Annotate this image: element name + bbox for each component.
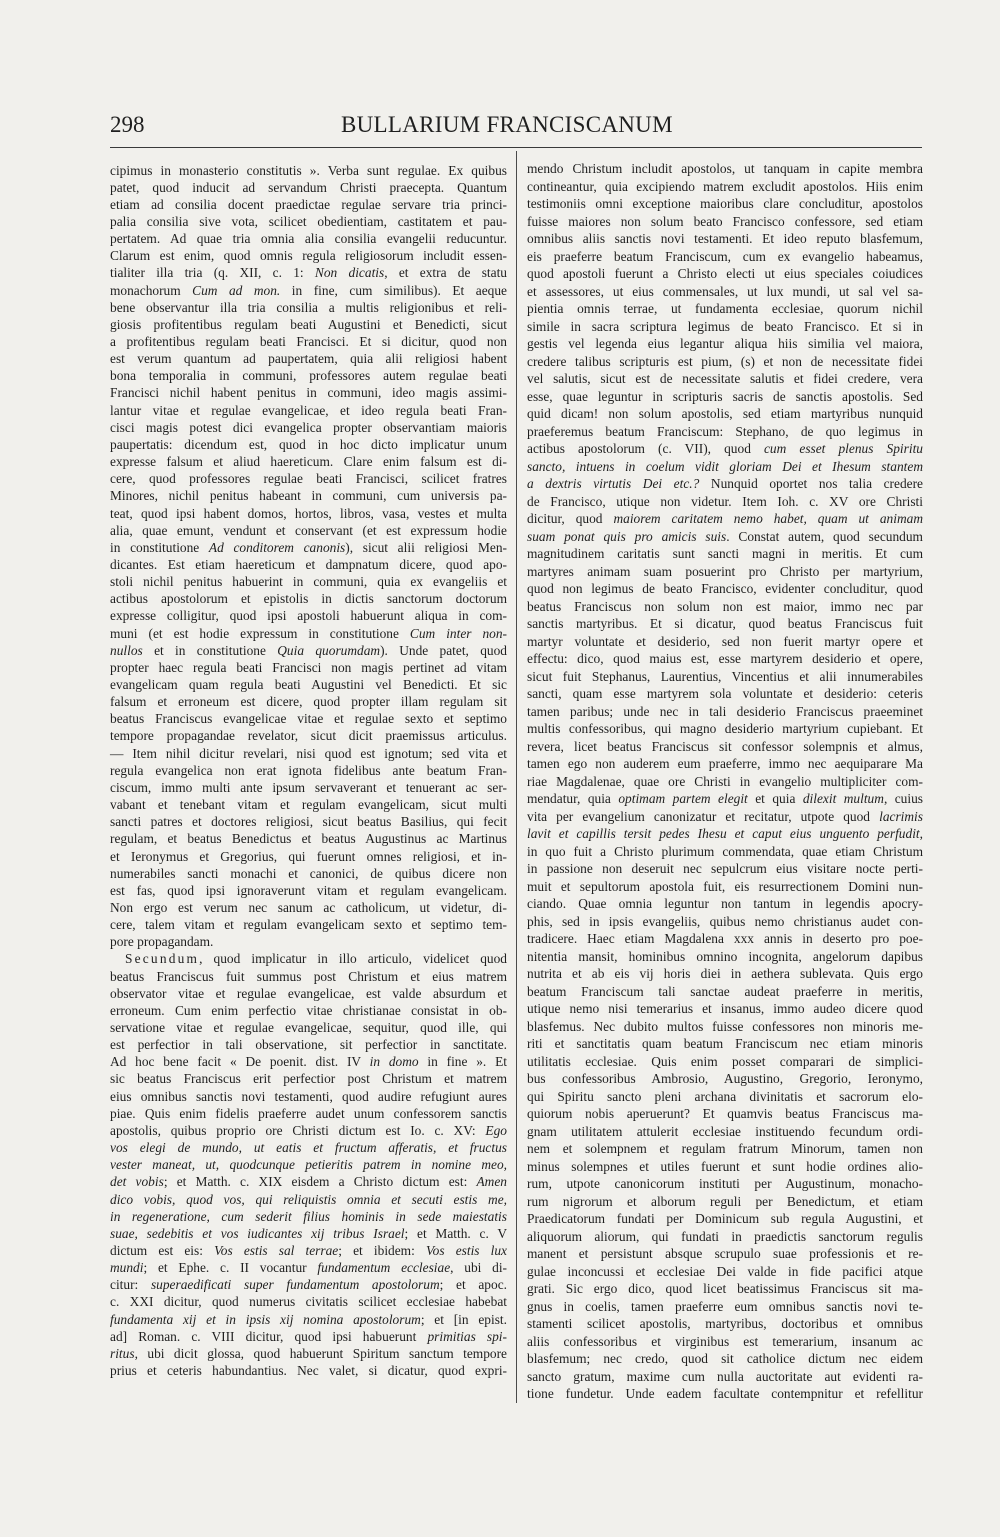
- text-line: teat, quod ipsi habent domos, hortos, libros, vasa, vestes et multa: [110, 505, 507, 521]
- text-line: contineantur, quia excipiendo matrem excludit apostolos. Hiis enim: [527, 178, 923, 194]
- text-line: [110, 1173, 507, 1190]
- text-line: [527, 475, 923, 493]
- text-line: [110, 539, 507, 556]
- roman-text: et in constitutione: [142, 642, 278, 658]
- italic-text: Non dicatis: [314, 265, 385, 281]
- italic-text: dilexit multum: [802, 791, 884, 806]
- text-line: utique nemo nisi temerarius et insanus, immo audeo dicere quod: [527, 1001, 923, 1016]
- text-line: nutrita et ab eis vij horis diei in aethera sublevata. Quis ergo: [527, 966, 923, 981]
- text-line: [110, 264, 507, 281]
- text-line: simile in sacra scriptura legimus de beato Francisco. Et si in: [527, 318, 923, 334]
- text-line: gestis vel legenda eius legantur aliqua hiis similia vel maiora,: [527, 336, 923, 351]
- text-line: prius et ceteris habundantius. Nec valet, si dicatur, quod expri-: [110, 1363, 507, 1378]
- text-line: utilitatis ecclesiae. Quis enim posset comparari de simplici-: [527, 1053, 923, 1069]
- text-line: expresse falsum et aliud haereticum. Clare enim falsum est di-: [110, 454, 507, 470]
- italic-text: lavit et capillis tersit pedes Ihesu et caput eius unguento perfudit: [527, 826, 920, 841]
- roman-text: ), sicut alii religiosi Men-: [345, 539, 507, 555]
- text-line: dicantes. Est etiam haereticum et dampnatum dicere, quod apo-: [110, 556, 507, 572]
- italic-text: primitias spi-: [427, 1328, 507, 1344]
- text-line: cipimus in monasterio constitutis ». Verba sunt regulae. Ex quibus: [110, 162, 507, 178]
- left-column: [110, 0, 507, 1537]
- text-line: stoli nichil penitus habuerint in communi, quia ex evangeliis et: [110, 574, 507, 590]
- roman-text: dictum est eis:: [110, 1242, 215, 1258]
- text-line: est verum quantum ad paupertatem, quia alii religiosi habent: [110, 351, 507, 367]
- italic-text: ritus: [110, 1345, 135, 1361]
- italic-text: Ego: [485, 1122, 507, 1138]
- text-line: quiorum nobis aperuerunt? Et quamvis beatus Franciscus ma-: [527, 1106, 923, 1121]
- roman-text: ; et Matth. c. XIX eisdem a Christo dictum est:: [163, 1174, 477, 1190]
- italic-text: fundamenta xij et in ipsis xij nomina apostolorum: [110, 1311, 421, 1327]
- italic-text: in regeneratione, cum sederit filius hominis in sede maiestatis: [110, 1208, 507, 1224]
- roman-text: . Constat autem, quod secundum: [726, 528, 923, 544]
- text-line: sicut fuit Stephanus, Laurentius, Vincentius et alii innumerabiles: [527, 668, 923, 684]
- page-number: 298: [110, 112, 145, 137]
- roman-text: muni (et est hodie expressum in constitutione: [110, 625, 410, 641]
- text-line: in passione non deseruit nec sepulcrum eius visitare nocte perti-: [527, 861, 923, 876]
- text-line: muit et sepultorum apostola fuit, eis resurrectionem Domini nun-: [527, 878, 923, 894]
- text-line: martyr voluntate et desiderio, sed non fuerit martyr opere et: [527, 633, 923, 649]
- text-line: Francisci nichil habent penitus in communi, ideo magis assimi-: [110, 385, 507, 401]
- text-line: riti et sanctitatis quam beatum Franciscum nec etiam minoris: [527, 1036, 923, 1051]
- text-line: praeferemus beatum Franciscum: Stephano, de quo legimus in: [527, 423, 923, 439]
- text-line: rum, utpote canonicorum instituti per Augustinum, monacho-: [527, 1176, 923, 1191]
- text-line: tradicere. Haec etiam Magdalena xxx annis in deserto pro poe-: [527, 931, 923, 946]
- text-line: [110, 1328, 507, 1345]
- text-line: de Francisco, utique non videtur. Item Ioh. c. XV ore Christi: [527, 493, 923, 509]
- text-line: actibus apostolorum et epistolis in dictis sanctorum doctorum: [110, 591, 507, 607]
- text-line: expresse colligitur, quod ipsi apostoli habuerunt aliqua in com-: [110, 608, 507, 624]
- italic-text: Cum ad mon.: [192, 282, 281, 298]
- text-line: aliquorum aliorum, qui fundati in praedictis sanctorum regulis: [527, 1228, 923, 1244]
- roman-text: vita per evangelium canonizatur et recitatur, utpote quod: [527, 808, 880, 824]
- text-line: beatus Franciscus fuit summus post Christum et eius matrem: [110, 968, 507, 984]
- text-line: Minores, nichil penitus habeant in communi, cum universis pa-: [110, 488, 507, 504]
- text-line: mendo Christum includit apostolos, ut tanquam in capite membra: [527, 161, 923, 176]
- roman-text: ; et [in epist.: [420, 1311, 507, 1327]
- italic-text: Ad conditorem canonis: [208, 539, 346, 555]
- text-line: [110, 1191, 507, 1208]
- text-line: regulam, et beatus Benedictus et beatus Augustinus ac Martinus: [110, 831, 507, 847]
- text-line: beatus Franciscus non solum non est maior, immo nec par: [527, 598, 923, 614]
- italic-text: superaedificati super fundamentum apostolorum: [150, 1277, 440, 1293]
- roman-text: monachorum: [110, 282, 193, 298]
- text-line: riae Magdalenae, quae ore Christi in evangelio multipliciter com-: [527, 773, 923, 789]
- italic-text: cum esset plenus Spiritu: [763, 441, 923, 456]
- text-line: observator vitae et regulae evangelicae, est valde absurdum et: [110, 985, 507, 1001]
- text-line: sanctis martyribus. Et si dicatur, quod beatus Franciscus fuit: [527, 616, 923, 631]
- text-line: [110, 1242, 507, 1259]
- roman-text: ). Unde patet, quod: [380, 642, 507, 658]
- text-line: [110, 1208, 507, 1225]
- roman-text: tialiter illa tria (q. XII, c. 1:: [110, 265, 315, 281]
- italic-text: maiorem caritatem nemo habet, quam ut animam: [613, 511, 923, 526]
- text-line: sancti patres et doctores religiosi, sicut beatus Basilius, qui fecit: [110, 814, 507, 830]
- text-line: bus confessoribus Ambrosio, Augustino, Gregorio, Ieronymo,: [527, 1071, 923, 1086]
- italic-text: optimam partem elegit: [618, 791, 748, 806]
- text-line: vabant et tenebant vitam et regulam evangelicam, sicut multi: [110, 797, 507, 813]
- roman-text: , et extra de statu: [384, 265, 507, 281]
- text-line: in quo fuit a Christo plurimum commendata, quae etiam Christum: [527, 843, 923, 859]
- text-line: pore propagandam.: [110, 934, 214, 950]
- roman-text: citur:: [110, 1277, 151, 1293]
- italic-text: mundi: [110, 1260, 144, 1276]
- italic-text: lacrimis: [879, 808, 923, 824]
- text-line: [527, 808, 923, 826]
- text-line: falsum et erroneum est dicere, quod propter illam regulam sit: [110, 694, 507, 710]
- text-line: bene observantur illa tria consilia a multis religionibus et reli-: [110, 299, 507, 315]
- text-line: Clarum est enim, quod omnis regula religiosorum includit essen-: [110, 248, 507, 264]
- text-line: [110, 1156, 507, 1173]
- text-line: [527, 510, 923, 528]
- text-line: tione fundetur. Unde eadem facultate contempnitur et refellitur: [527, 1386, 923, 1401]
- text-line: [110, 1139, 507, 1156]
- text-line: [527, 458, 923, 476]
- italic-text: a dextris virtutis Dei etc.?: [527, 476, 700, 491]
- italic-text: nullos: [110, 642, 143, 658]
- roman-text: actibus apostolorum (c. VII), quod: [527, 441, 764, 456]
- text-line: et assessores, ut eius commensales, ut lux mundi, ut sal vel sa-: [527, 283, 923, 299]
- text-line: et Ieronymus et Gregorius, qui fuerunt omnes religiosi, et in-: [110, 848, 507, 864]
- roman-text: in fine ». Et: [418, 1054, 507, 1070]
- text-line: fuisse maiores non solum beato Francisco confessore, sed etiam: [527, 213, 923, 229]
- text-line: Non ergo est verum nec sanum ac catholicum, ut videtur, di-: [110, 899, 507, 915]
- text-line: [110, 1311, 507, 1328]
- text-line: [110, 950, 507, 967]
- text-line: [110, 1225, 507, 1242]
- text-line: [110, 642, 507, 659]
- column-divider: [516, 151, 517, 1403]
- text-line: effectu: dico, quod maius est, esse martyrem desiderio et opere,: [527, 651, 923, 666]
- roman-text: ; et apoc.: [439, 1277, 507, 1293]
- text-line: [527, 440, 923, 458]
- text-line: blasfemum; nec credo, quod sit catholice dictum nec eidem: [527, 1351, 923, 1366]
- text-line: [110, 1276, 507, 1293]
- text-line: [110, 1259, 507, 1276]
- text-line: [110, 1345, 507, 1362]
- text-line: paupertatis: dicendum est, quod in hoc dicto implicatur unum: [110, 436, 507, 452]
- text-line: tempore propagandae revelator, sicut dicit praemissus articulus.: [110, 728, 507, 744]
- text-line: martyres animam suam posuerint pro Christo per martyrium,: [527, 563, 923, 579]
- running-title: BULLARIUM FRANCISCANUM: [341, 112, 673, 137]
- text-line: rum nigrorum et alborum reguli per Benedictum, et etiam: [527, 1193, 923, 1209]
- text-line: testimoniis omni exceptione maioribus clare concluditur, apostolos: [527, 196, 923, 211]
- roman-text: ; et ibidem:: [338, 1242, 426, 1258]
- text-line: magnitudinem caritatis sunt sancti magni in meritis. Et cum: [527, 546, 923, 561]
- text-line: aliis confessoribus et virginibus est temerarium, insanum ac: [527, 1333, 923, 1349]
- text-line: nitentia mansit, hominibus omnino incognita, angelorum dapibus: [527, 948, 923, 964]
- text-line: est perfectior in tali observatione, sit perfectior in sanctitate.: [110, 1037, 507, 1053]
- right-column: [527, 0, 923, 1537]
- text-line: quid dicam! non solum apostolis, sed etiam martyribus nunquid: [527, 406, 923, 421]
- roman-text: ad] Roman. c. VIII dicitur, quod ipsi habuerunt: [110, 1328, 428, 1344]
- text-line: est fas, quod ipsi ignoraverunt vitam et regulam evangelicam.: [110, 882, 507, 898]
- text-line: c. XXI dicitur, quod numerus civitatis scilicet ecclesiae habebat: [110, 1294, 507, 1310]
- text-line: esse, quae leguntur in scripturis sacris de sanctis apostolis. Sed: [527, 388, 923, 404]
- text-line: [110, 625, 507, 642]
- text-line: sancto gratum, maxime cum nulla auctoritate aut evidenti ra-: [527, 1368, 923, 1384]
- roman-text: , cuius: [883, 791, 923, 806]
- italic-text: sancto, intuens in coelum vidit gloriam Dei et Ihesum stantem: [527, 458, 923, 474]
- text-line: grati. Sic ergo dico, quod licet beatissimus Franciscus sit ma-: [527, 1281, 923, 1296]
- text-line: lantur vitae et regulae evangelicae, et ideo regula beati Fran-: [110, 402, 507, 418]
- text-line: giosis profitentibus regulam beati Augustini et Benedicti, sicut: [110, 316, 507, 332]
- text-line: pientia omnis terrae, ut fundamenta ecclesiae, quorum nichil: [527, 301, 923, 316]
- text-line: tamen paribus; unde nec in tali desiderio Franciscus praeeminet: [527, 703, 923, 719]
- text-line: quod apostoli fuerunt a Christo electi ut eius speciales coiudices: [527, 266, 923, 281]
- text-line: gulae inconcussi et ecclesiae Dei valde in fide pacifici atque: [527, 1263, 923, 1279]
- text-line: nem et solempnem et regulam fratrum Minorum, tamen non: [527, 1141, 923, 1156]
- italic-text: vester maneat, ut, quodcunque petieritis patrem in nomine meo,: [110, 1157, 507, 1173]
- text-line: cere, quod professores regulae beati Francisci, scilicet fratres: [110, 471, 507, 487]
- italic-text: Cum inter non-: [409, 625, 507, 641]
- roman-text: , ubi dicit glossa, quod habuerunt Spiritum sanctum tempore: [134, 1345, 507, 1361]
- text-line: propter haec regula beati Francisci non magis pertinet ad vitam: [110, 659, 507, 675]
- italic-text: Quia quorumdam: [277, 642, 381, 658]
- text-line: bona temporalia in communi, professores autem regulae beati: [110, 368, 507, 384]
- text-line: manent et persistunt absque scrupulo suae professionis et re-: [527, 1246, 923, 1261]
- text-line: eius omnibus sanctis novi testamenti, quod audire refugiunt aures: [110, 1088, 507, 1104]
- text-line: sic beatus Franciscus erit perfectior post Christum et matrem: [110, 1071, 507, 1087]
- text-line: phis, sed in ipsis evangeliis, quibus nemo christianus audet con-: [527, 913, 923, 929]
- text-line: Praedicatorum fundati per Dominicum sub regula Augustini, et: [527, 1211, 923, 1226]
- italic-text: suam ponat quis pro amicis suis: [527, 528, 727, 544]
- text-line: stamenti scilicet apostolis, martyribus, doctoribus et omnibus: [527, 1316, 923, 1331]
- text-line: erroneum. Cum enim perfectio vitae christianae consistat in ob-: [110, 1002, 507, 1018]
- text-line: palia consilia sive vota, scilicet obedientiam, castitatem et pau-: [110, 213, 507, 229]
- text-line: quod non legimus de beato Francisco, evidenter concluditur, quod: [527, 581, 923, 596]
- roman-text: in fine, cum similibus). Et aeque: [280, 282, 507, 298]
- italic-text: Vos estis lux: [425, 1242, 507, 1258]
- roman-text: Nunquid oportet nos talia credere: [699, 476, 923, 491]
- roman-text: et quia: [747, 791, 803, 806]
- spaced-text: Secundum: [125, 951, 200, 967]
- text-line: gnam utilitatem attulerit ecclesiae instituendo fecundum ordi-: [527, 1123, 923, 1139]
- text-line: [110, 1122, 507, 1139]
- text-line: — Item nihil dicitur revelari, nisi quod est ignotum; sed vita et: [110, 745, 507, 761]
- text-line: beatum Franciscum tali sanctae audeat praeferre in meritis,: [527, 983, 923, 999]
- text-line: [110, 1053, 507, 1070]
- text-line: revera, licet beatus Franciscus sit confessor solempnis et almus,: [527, 738, 923, 754]
- roman-text: dicitur, quod: [527, 511, 614, 526]
- italic-text: Amen: [476, 1174, 507, 1190]
- text-line: [527, 825, 923, 843]
- text-line: a profitentibus regulam beati Francisci. Et si dicitur, quod non: [110, 334, 507, 349]
- roman-text: mendatur, quia: [527, 791, 619, 806]
- roman-text: apostolis, quibus proprio ore Christi dictum est Io. c. XV:: [110, 1122, 486, 1138]
- italic-text: Vos estis sal terrae: [214, 1242, 339, 1258]
- text-line: minus solempnes et utiles fuerunt et sunt hodie ordines alio-: [527, 1158, 923, 1174]
- text-line: cisci magis potest dici evangelica propter observantiam maioris: [110, 419, 507, 435]
- text-line: ciando. Quae omnia leguntur non tantum in legendis apocry-: [527, 896, 923, 911]
- roman-text: Ad hoc bene facit « De poenit. dist. IV: [110, 1054, 370, 1070]
- text-line: evangelicam quam regula beati Augustini vel Benedicti. Et sic: [110, 677, 507, 692]
- roman-text: ,: [919, 826, 923, 841]
- italic-text: det vobis: [110, 1174, 164, 1190]
- text-line: pertatem. Ad quae tria omnia alia consilia evangelii reducuntur.: [110, 231, 507, 247]
- roman-text: , ubi di-: [450, 1260, 508, 1276]
- roman-text: , quod implicatur in illo articulo, videlicet quod: [199, 951, 507, 967]
- italic-text: fundamentum ecclesiae: [317, 1260, 451, 1276]
- text-line: vel salutis, sicut est de necessitate salutis et fidei credere, vera: [527, 371, 923, 386]
- italic-text: dico vobis, quod vos, qui reliquistis omnia et secuti estis me,: [110, 1191, 507, 1207]
- italic-text: in domo: [369, 1054, 419, 1070]
- text-line: beatus Franciscus evangelicae vitae et regulae sexto et septimo: [110, 711, 507, 727]
- roman-text: ; et Matth. c. V: [404, 1225, 507, 1241]
- text-line: multis confessoribus, qui magno desiderio martyrium cupiebant. Et: [527, 721, 923, 736]
- text-line: [527, 528, 923, 546]
- text-line: eis praeferre beatum Franciscum, cum ex evangelio habeamus,: [527, 248, 923, 264]
- text-line: ciscum, immo multi ante ipsum servaverant et tenuerant ac ser-: [110, 779, 507, 795]
- text-line: [110, 282, 507, 299]
- text-line: sancti, quam esse martyrem sola voluntate et desiderio: ceteris: [527, 686, 923, 701]
- text-line: alia, quae emunt, vendunt et conservant (et est expressum hodie: [110, 522, 507, 538]
- roman-text: ; et Ephe. c. II vocantur: [143, 1260, 318, 1276]
- text-line: omnibus aliis sanctis novi testamenti. Et ideo reputo blasfemum,: [527, 231, 923, 246]
- text-line: blasfemus. Nec dubito multos fuisse confessores non minoris me-: [527, 1018, 923, 1034]
- text-line: regula evangelica non erat ignota fidelibus ante beatum Fran-: [110, 762, 507, 778]
- text-line: numerabiles sancti monachi et canonici, de quibus dicere non: [110, 865, 507, 881]
- text-line: [527, 790, 923, 808]
- text-line: qui Spiritu sancto pleni archana divinitatis et sacrorum elo-: [527, 1088, 923, 1104]
- text-line: tamen ego non auderem eum praeferre, immo nec aequiparare Ma: [527, 756, 923, 771]
- text-line: piae. Quis enim fidelis praeferre audet unum confessorem sanctis: [110, 1105, 507, 1121]
- text-line: etiam ad consilia docent praedictae regulae servare tria princi-: [110, 196, 507, 212]
- roman-text: in constitutione: [110, 539, 209, 555]
- text-line: cere, talem vitam et regulam evangelicam sexto et septimo tem-: [110, 917, 507, 933]
- text-line: gnus in coelis, tamen praeferre eum omnibus sanctis novi te-: [527, 1298, 923, 1314]
- text-line: credere talibus scripturis est pium, (s) et non de necessitate fidei: [527, 353, 923, 369]
- text-line: servatione vitae et regulae evangelicae, sequitur, quod ille, qui: [110, 1020, 507, 1035]
- italic-text: vos elegi de mundo, ut eatis et fructum afferatis, et fructus: [110, 1140, 507, 1156]
- italic-text: suae, sedebitis et vos iudicantes xij tribus Israel: [110, 1225, 405, 1241]
- text-line: patet, quod inducit ad servandum Christi praecepta. Quantum: [110, 179, 507, 195]
